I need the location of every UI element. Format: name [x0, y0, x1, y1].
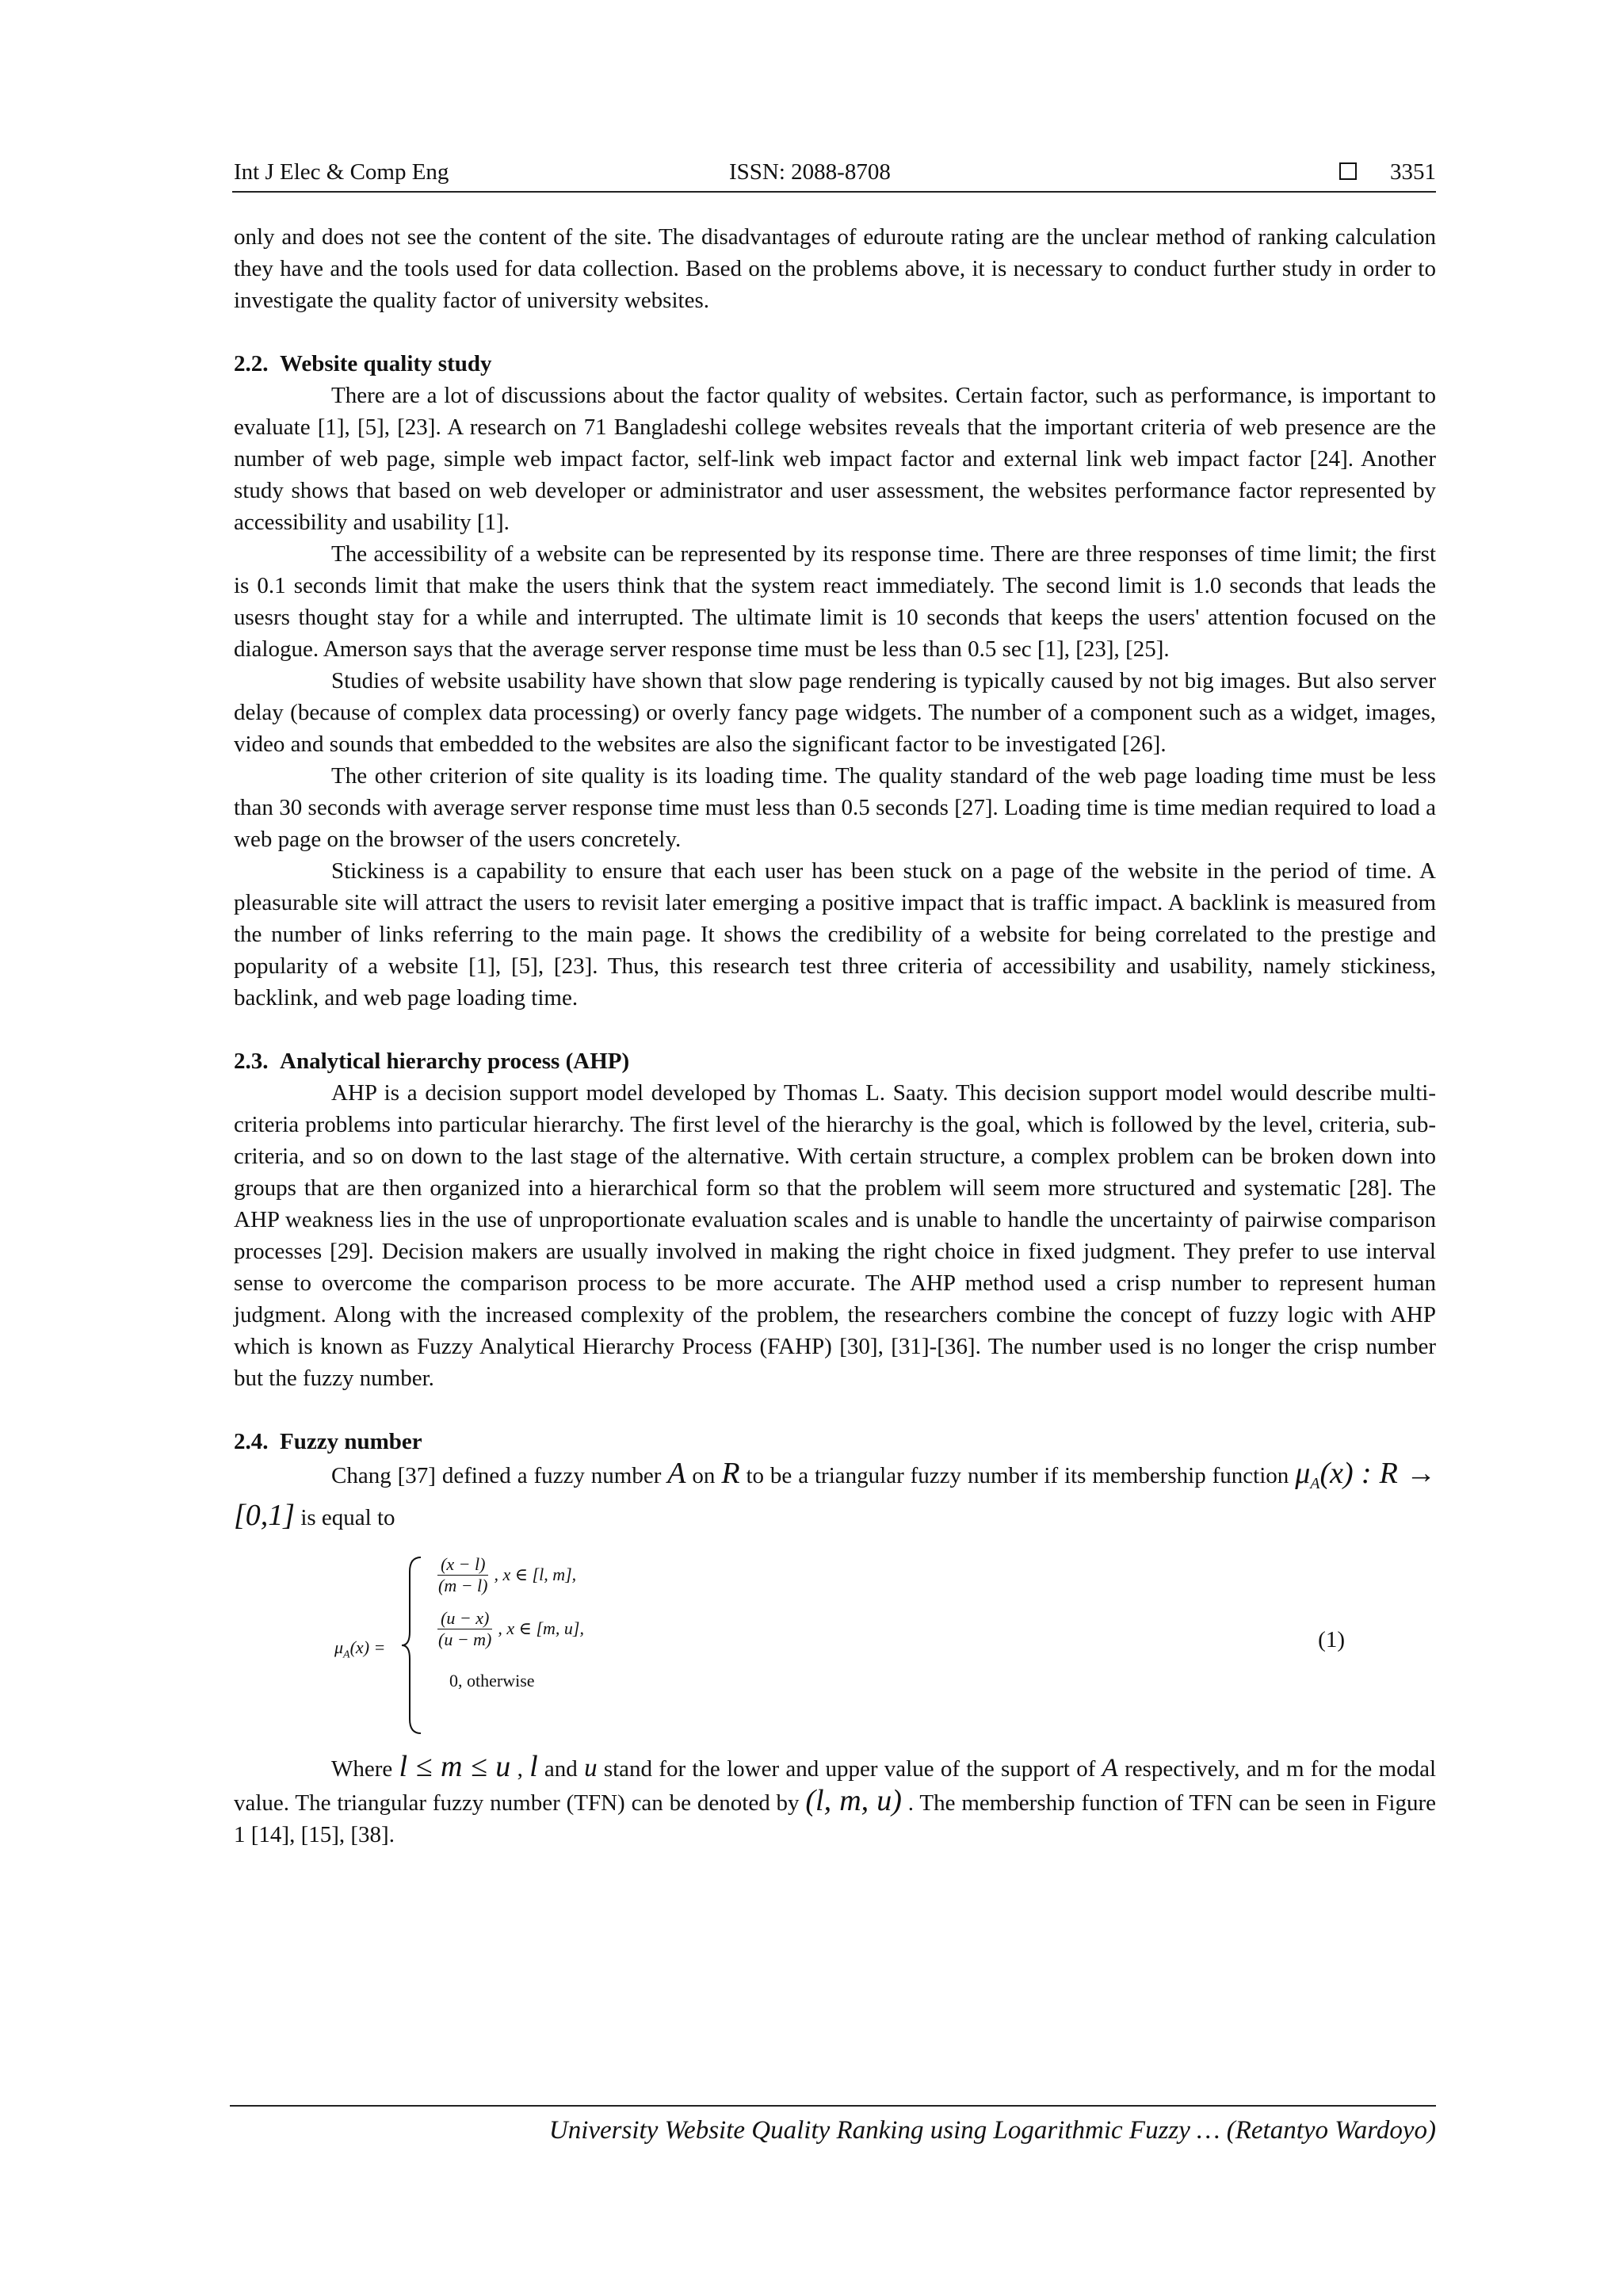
fuzzy-number-definition: Chang [37] defined a fuzzy number A on R to be a triangular fuzzy number if its membership function $\mu_A(x)$ : R → [0,1] is equal to — [234, 1457, 1436, 1532]
paragraph: There are a lot of discussions about the factor quality of websites. Certain factor, such as performance, is important to evaluate [1], [5], [23]. A research on 71 Bangladeshi college websites reveals that the important criteria of web presence are the number of web page, simple web impact factor, self-link web impact factor and external link web impact factor [24]. Another study shows that based on web developer or administrator and user assessment, the websites performance factor represented by accessibility and usability [1]. — [234, 383, 1436, 535]
page-header — [234, 155, 1436, 189]
page-number: 3351 — [1390, 159, 1436, 185]
issn: ISSN: 2088-8708 — [729, 159, 891, 185]
equation-number: (1) — [1318, 1626, 1345, 1652]
journal-name: Int J Elec & Comp Eng — [234, 159, 449, 185]
header-divider — [232, 191, 1436, 193]
case-rising: $\frac{(x - l)}{(m - l)}$ , x ∈ [l, m], — [438, 1553, 577, 1595]
math-l: l — [529, 1749, 538, 1783]
math-mu: μ — [1295, 1457, 1311, 1490]
math-inequality: l ≤ m ≤ u — [399, 1749, 511, 1783]
footer-divider — [230, 2105, 1436, 2107]
equation-1 — [234, 1551, 1436, 1740]
paragraph: The accessibility of a website can be represented by its response time. There are three responses of time limit; the first is 0.1 seconds limit that make the users think that the system react immediately. The second limit is 1.0 seconds that leads the usesrs thought stay for a while and interrupted. The ultimate limit is 10 seconds that keeps the users' attention focused on the dialogue. Amerson says that the average server response time must be less than 0.5 sec [1], [23], [25]. — [234, 541, 1436, 662]
paragraph: Studies of website usability have shown that slow page rendering is typically caused by not big images. But also server delay (because of complex data processing) or overly fancy page widgets. The number of a component such as a widget, images, video and sounds that embedded to the websites are also the significant factor to be investigated [26]. — [234, 668, 1436, 757]
math-R: R — [721, 1457, 740, 1490]
equation-lhs: $\mu_A(x)$ = — [334, 1637, 386, 1661]
math-tfn: (l, m, u) — [805, 1783, 902, 1817]
math-A: A — [667, 1457, 686, 1490]
paragraph: The other criterion of site quality is its loading time. The quality standard of the web page loading time must be less than 30 seconds with average server response time must less than 0.5 seconds [27]. Loading time is time median required to load a web page on the browser of the users concretely. — [234, 763, 1436, 852]
section-heading-2-3: 2.3. Analytical hierarchy process (AHP) — [234, 1049, 630, 1074]
math-membership-map: (x) : R → [0,1] — [234, 1457, 1436, 1532]
square-bullet-icon — [1339, 162, 1357, 180]
section-heading-2-2: 2.2. Website quality study — [234, 351, 492, 376]
running-footer: University Website Quality Ranking using Logarithmic Fuzzy … (Retantyo Wardoyo) — [548, 2116, 1436, 2145]
section-heading-2-4: 2.4. Fuzzy number — [234, 1429, 422, 1454]
math-A: A — [1102, 1753, 1118, 1782]
left-brace-icon — [400, 1556, 424, 1735]
article-body — [234, 221, 1436, 1851]
tfn-description: Where l ≤ m ≤ u , l and u stand for the lower and upper value of the support of A respectively, and m for the modal value. The triangular fuzzy number (TFN) can be denoted by (l, m, u) . The membership function of TFN can be seen in Figure 1 [14], [15], [38]. — [234, 1749, 1437, 1847]
intro-paragraph: only and does not see the content of the site. The disadvantages of eduroute rating are the unclear method of ranking calculation they have and the tools used for data collection. Based on the problems above, it is necessary to conduct further study in order to investigate the quality factor of university websites. — [234, 224, 1436, 313]
paragraph: AHP is a decision support model developed by Thomas L. Saaty. This decision support model would describe multi-criteria problems into particular hierarchy. The first level of the hierarchy is the goal, which is followed by the level, criteria, sub-criteria, and so on down to the last stage of the alternative. With certain structure, a complex problem can be broken down into groups that are then organized into a hierarchical form so that the problem will seem more structured and systematic [28]. The AHP weakness lies in the use of unproportionate evaluation scales and is unable to handle the uncertainty of pairwise comparison processes [29]. Decision makers are usually involved in making the right choice in fixed judgment. They prefer to use interval sense to overcome the comparison process to be more accurate. The AHP method used a crisp number to represent human judgment. Along with the increased complexity of the problem, the researchers combine the concept of fuzzy logic with AHP which is known as Fuzzy Analytical Hierarchy Process (FAHP) [30], [31]-[36]. The number used is no longer the crisp number but the fuzzy number. — [234, 1080, 1436, 1391]
math-u: u — [584, 1753, 598, 1782]
case-falling: $\frac{(u - x)}{(u - m)}$ , x ∈ [m, u], — [438, 1607, 584, 1649]
paragraph: Stickiness is a capability to ensure that each user has been stuck on a page of the website in the period of time. A pleasurable site will attract the users to revisit later emerging a positive impact that is traffic impact. A backlink is measured from the number of links referring to the main page. It shows the credibility of a website for being correlated to the prestige and popularity of a website [1], [5], [23]. Thus, this research test three criteria of accessibility and usability, namely stickiness, backlink, and web page loading time. — [234, 858, 1436, 1010]
case-otherwise: 0, otherwise — [449, 1670, 535, 1690]
